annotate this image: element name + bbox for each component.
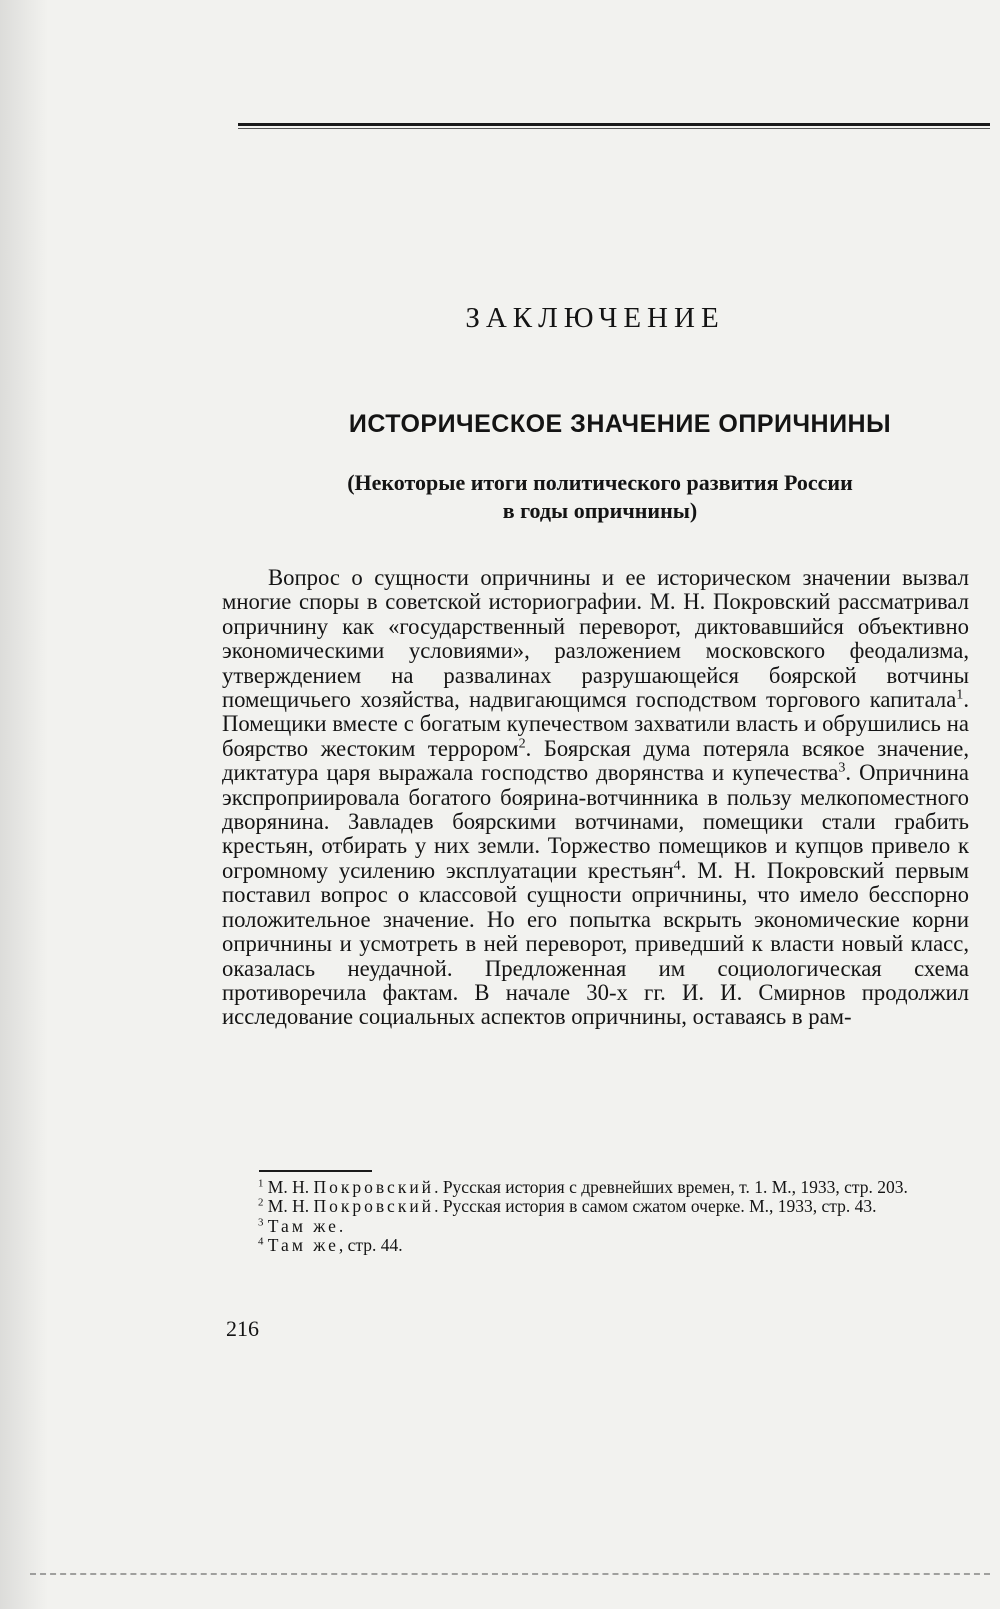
footnote bbox=[222, 1217, 969, 1236]
footnote bbox=[222, 1178, 969, 1197]
footnote-text: . bbox=[338, 1215, 344, 1236]
footnote-text: . Русская история в самом сжатом очерке. М., 1933, стр. 43. bbox=[434, 1196, 877, 1217]
footnote-author: Покровский bbox=[313, 1177, 435, 1197]
footnote-text: . Русская история с древнейших времен, т. 1. М., 1933, стр. 203. bbox=[434, 1177, 908, 1197]
scan-shadow-left bbox=[0, 0, 48, 1609]
text-run: Вопрос о сущности опричнины и ее историческом значении вызвал многие споры в советской историографии. М. Н. Покровский рассматривал опричнину как «государственный переворот, диктовавшийся объективно экономическими условиями», разложением московского феодализма, утверждением на развалинах разрушающейся боярской вотчины помещичьего хозяйства, надвигающимся господством торгового капитала bbox=[222, 565, 969, 713]
footnote-separator bbox=[259, 1170, 372, 1172]
footnote-number: 4 bbox=[258, 1235, 264, 1248]
footnote-initials: М. Н. bbox=[267, 1196, 314, 1217]
footnote-author: Покровский bbox=[313, 1196, 435, 1217]
chapter-subtitle bbox=[280, 469, 920, 525]
page-number: 216 bbox=[226, 1316, 259, 1341]
part-title: ЗАКЛЮЧЕНИЕ bbox=[465, 302, 725, 334]
footnote-ref: 1 bbox=[956, 686, 964, 703]
footnote-number: 3 bbox=[258, 1216, 264, 1229]
footnote-author: Там же bbox=[267, 1235, 339, 1256]
footnotes bbox=[222, 1178, 969, 1256]
footnote-ref: 3 bbox=[838, 759, 846, 776]
footnote bbox=[222, 1197, 969, 1216]
body-text bbox=[222, 566, 969, 1030]
subtitle-line-2: в годы опричнины) bbox=[502, 498, 698, 523]
footnote bbox=[222, 1236, 969, 1255]
footnote-ref: 4 bbox=[673, 857, 681, 874]
footnote-ref: 2 bbox=[518, 735, 526, 752]
text-run: . Опричнина экспроприировала богатого боярина-вотчинника в пользу мелкопоместного дворянина. Завладев боярскими вотчинами, помещики стали грабить крестьян, отбирать у них земли. Торжество помещиков и купцов привело к огромному усилению эксплуатации крестьян bbox=[222, 760, 969, 883]
footnote-initials: М. Н. bbox=[267, 1177, 314, 1197]
text-run: . Помещики вместе с богатым купечеством захватили власть и обрушились на боярство жестоким террором bbox=[222, 687, 969, 761]
subtitle-line-1: (Некоторые итоги политического развития России bbox=[347, 470, 853, 495]
scan-artifact-bottom bbox=[30, 1573, 990, 1575]
text-run: . Боярская дума потеряла всякое значение, диктатура царя выражала господство дворянства и купечества bbox=[222, 735, 969, 786]
footnote-text: , стр. 44. bbox=[338, 1235, 403, 1256]
header-rule-thin bbox=[238, 128, 990, 129]
footnote-author: Там же bbox=[267, 1215, 339, 1236]
footnote-number: 2 bbox=[258, 1196, 264, 1209]
text-run: . М. Н. Покровский первым поставил вопрос о классовой сущности опричнины, что имело бесспорно положительное значение. Но его попытка вскрыть экономические корни опричнины и усмотреть в ней переворот, приведший к власти новый класс, оказалась неудачной. Предложенная им социологическая схема противоречила фактам. В начале 30-х гг. И. И. Смирнов продолжил исследование социальных аспектов опричнины, оставаясь в рам- bbox=[222, 857, 969, 1030]
footnote-number: 1 bbox=[258, 1177, 264, 1190]
paragraph bbox=[222, 566, 969, 1030]
chapter-title: ИСТОРИЧЕСКОЕ ЗНАЧЕНИЕ ОПРИЧНИНЫ bbox=[348, 410, 892, 438]
header-rule bbox=[238, 123, 990, 126]
